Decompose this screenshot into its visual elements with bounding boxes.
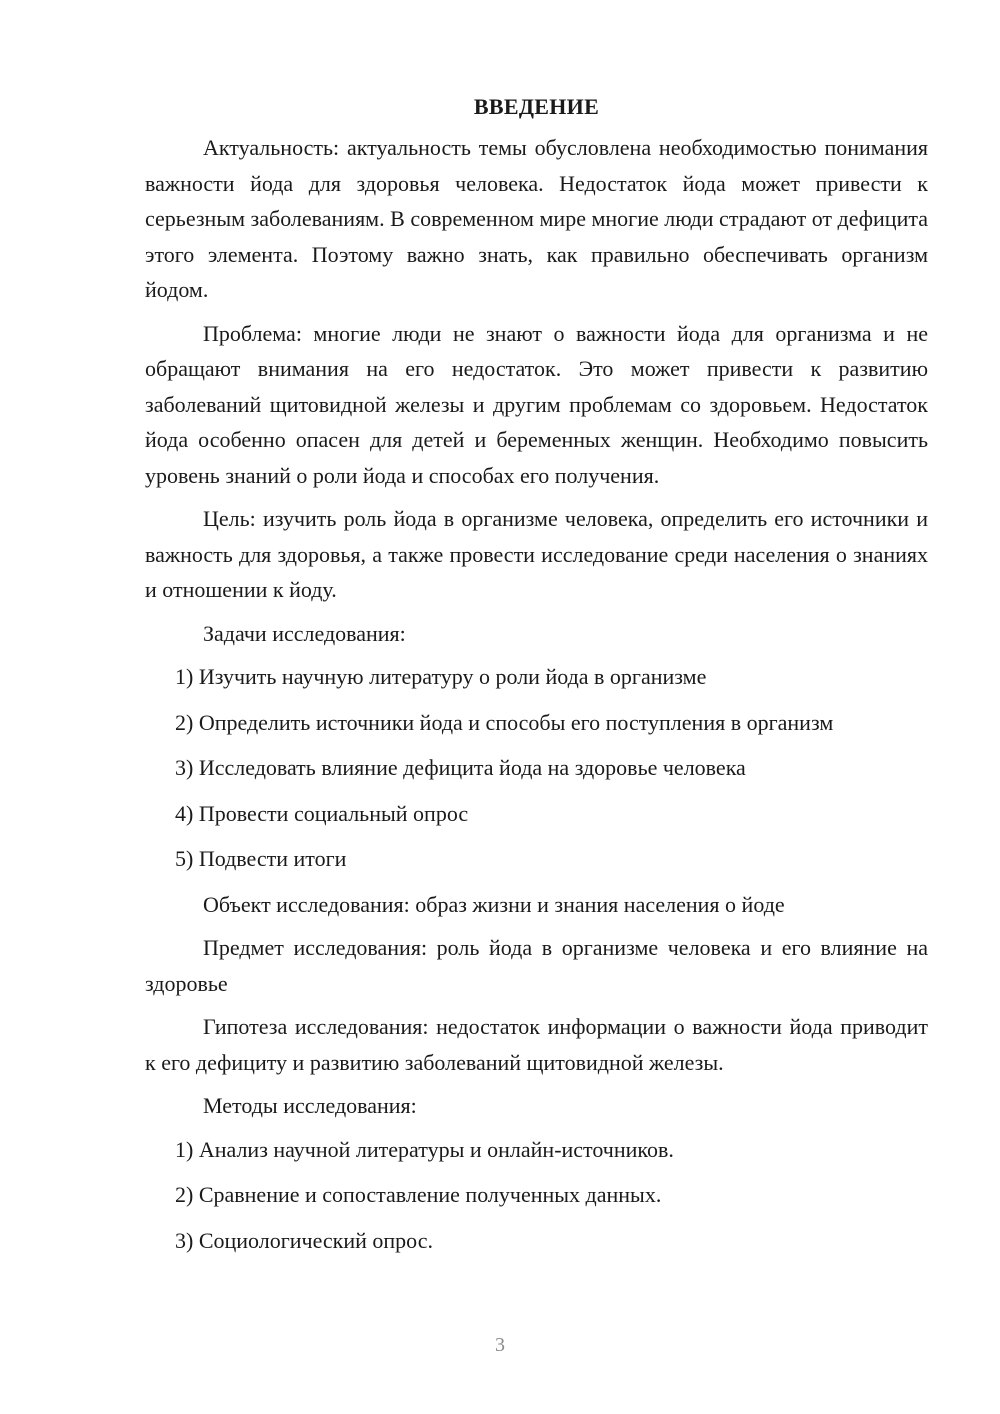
paragraph-hypothesis: Гипотеза исследования: недостаток информации о важности йода приводит к его дефициту и развитию заболеваний щитовидной железы. (145, 1014, 928, 1075)
paragraph-subject: Предмет исследования: роль йода в организме человека и его влияние на здоровье (145, 935, 928, 996)
paragraph-goal: Цель: изучить роль йода в организме человека, определить его источники и важность для здоровья, а также провести исследование среди населения о знаниях и отношении к йоду. (145, 506, 928, 602)
paragraph-problem: Проблема: многие люди не знают о важности йода для организма и не обращают внимания на его недостаток. Это может привести к развитию заболеваний щитовидной железы и другим проблемам со здоровьем. Недостаток йода особенно опасен для детей и беременных женщин. Необходимо повысить уровень знаний о роли йода и способах его получения. (145, 320, 928, 488)
methods-list (145, 1132, 928, 1259)
tasks-title: Задачи исследования: (203, 620, 406, 646)
paragraph-object: Объект исследования: образ жизни и знания населения о йоде (203, 891, 785, 917)
page-number: 3 (495, 1334, 505, 1356)
tasks-list (145, 659, 928, 877)
task-item: 4) Провести социальный опрос (175, 800, 469, 826)
task-item: 2) Определить источники йода и способы его поступления в организм (175, 709, 834, 735)
task-item: 5) Подвести итоги (175, 846, 347, 871)
page-heading: ВВЕДЕНИЕ (473, 94, 600, 119)
document-page (145, 92, 928, 1268)
methods-title: Методы исследования: (203, 1093, 417, 1118)
method-item: 2) Сравнение и сопоставление полученных данных. (175, 1182, 662, 1207)
method-item: 1) Анализ научной литературы и онлайн-источников. (175, 1136, 674, 1162)
method-item: 3) Социологический опрос. (175, 1227, 433, 1253)
task-item: 3) Исследовать влияние дефицита йода на здоровье человека (175, 755, 746, 780)
paragraph-relevance: Актуальность: актуальность темы обусловлена необходимостью понимания важности йода для здоровья человека. Недостаток йода может привести к серьезным заболеваниям. В современном мире многие люди страдают от дефицита этого элемента. Поэтому важно знать, как правильно обеспечивать организм йодом. (145, 135, 928, 302)
task-item: 1) Изучить научную литературу о роли йода в организме (175, 664, 707, 689)
